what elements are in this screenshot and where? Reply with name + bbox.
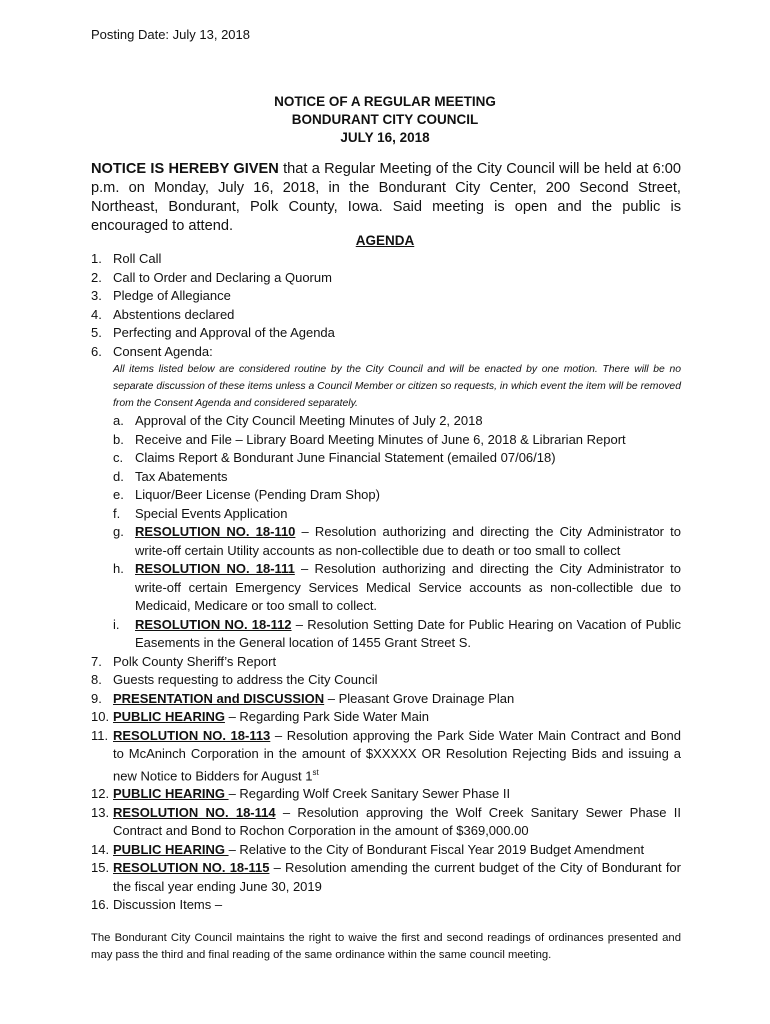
posting-date: Posting Date: July 13, 2018 <box>91 27 250 42</box>
consent-item-c <box>113 449 681 468</box>
item-text: Abstentions declared <box>113 306 235 322</box>
consent-item-h <box>113 560 681 616</box>
item-number: 16. <box>91 897 110 913</box>
item-description: – Resolution authorizing and directing the City Administrator to write-off certain Utility accounts as non-collectible due to death or too small to collect <box>135 524 682 558</box>
item-text: Approval of the City Council Meeting Minutes of July 2, 2018 <box>135 413 483 428</box>
item-text <box>113 727 681 786</box>
item-text <box>113 859 681 896</box>
item-number: 6. <box>91 343 102 359</box>
notice-title <box>0 93 770 147</box>
item-description: – Resolution amending the current budget of the City of Bondurant for the fiscal year ending June 30, 2019 <box>113 860 681 894</box>
agenda-item-11 <box>91 727 681 786</box>
agenda-item-9 <box>91 690 681 709</box>
item-text: Discussion Items – <box>113 897 223 913</box>
footer-note: The Bondurant City Council maintains the right to waive the first and second readings of ordinances presented and may pass the third and final reading of the same ordinance within the same council meeting. <box>91 932 681 961</box>
item-number: 2. <box>91 269 102 285</box>
consent-item-f <box>113 505 681 524</box>
item-description: – Resolution approving the Wolf Creek Sanitary Sewer Phase II Contract and Bond to Rochon Corporation in the amount of $369,000.00 <box>113 804 681 839</box>
item-letter: i. <box>113 616 120 632</box>
agenda-item-2 <box>91 269 681 288</box>
item-label: PRESENTATION and DISCUSSION <box>113 690 325 706</box>
consent-item-g <box>113 523 681 560</box>
consent-item-e <box>113 486 681 505</box>
item-letter: c. <box>113 450 124 465</box>
item-text: Perfecting and Approval of the Agenda <box>113 325 335 340</box>
item-number: 12. <box>91 786 110 802</box>
consent-item-b <box>113 431 681 450</box>
item-letter: b. <box>113 431 124 447</box>
resolution-label: RESOLUTION NO. 18-110 <box>135 524 296 539</box>
agenda-item-5 <box>91 324 681 343</box>
item-number: 14. <box>91 841 110 857</box>
item-letter: h. <box>113 561 124 576</box>
item-letter: d. <box>113 468 124 484</box>
agenda-item-13 <box>91 804 681 841</box>
agenda-heading: AGENDA <box>355 233 415 248</box>
resolution-label: RESOLUTION NO. 18-112 <box>135 616 292 632</box>
agenda-item-3 <box>91 287 681 306</box>
item-text: Pledge of Allegiance <box>113 288 231 303</box>
item-text: Guests requesting to address the City Council <box>113 672 378 687</box>
resolution-label: RESOLUTION NO. 18-111 <box>135 561 295 576</box>
item-text: Polk County Sheriff’s Report <box>113 653 277 669</box>
item-description: – Regarding Park Side Water Main <box>224 709 429 724</box>
item-text: Tax Abatements <box>135 468 228 484</box>
item-text: Special Events Application <box>135 505 288 521</box>
item-number: 8. <box>91 672 102 687</box>
item-number: 9. <box>91 690 102 706</box>
item-text <box>113 841 681 860</box>
agenda-item-6 <box>91 343 681 362</box>
item-description: – Pleasant Grove Drainage Plan <box>324 690 515 706</box>
consent-item-d <box>113 468 681 487</box>
item-text: Liquor/Beer License (Pending Dram Shop) <box>135 487 380 502</box>
item-description: – Resolution approving the Park Side Water Main Contract and Bond to McAninch Corporation in the amount of $XXXXX OR Resolution Rejecting Bids and issuing a new Notice to Bidders for August 1 <box>113 727 681 783</box>
item-text <box>135 523 681 560</box>
item-label: RESOLUTION NO. 18-113 <box>113 727 271 743</box>
item-label: PUBLIC HEARING <box>113 841 229 857</box>
item-number: 5. <box>91 325 102 340</box>
item-letter: e. <box>113 487 124 502</box>
item-text: Claims Report & Bondurant June Financial Statement (emailed 07/06/18) <box>135 450 556 465</box>
item-label: PUBLIC HEARING <box>113 709 225 724</box>
item-description: – Relative to the City of Bondurant Fiscal Year 2019 Budget Amendment <box>228 841 645 857</box>
item-description: – Resolution Setting Date for Public Hearing on Vacation of Public Easements in the General location of 1455 Grant Street S. <box>135 616 681 650</box>
item-text: Consent Agenda: <box>113 343 213 359</box>
item-number: 13. <box>91 804 110 820</box>
item-number: 11. <box>91 727 109 743</box>
item-text <box>113 785 681 804</box>
consent-item-a <box>113 412 681 431</box>
agenda-item-14 <box>91 841 681 860</box>
ordinal-suffix: st <box>312 767 319 777</box>
title-line-2: BONDURANT CITY COUNCIL <box>291 112 479 127</box>
agenda-item-7 <box>91 653 681 672</box>
intro-paragraph <box>91 160 681 236</box>
item-number: 7. <box>91 653 102 669</box>
consent-agenda-note: All items listed below are considered routine by the City Council and will be enacted by one motion. There will be no separate discussion of these items unless a Council Member or citizen so requests, in which event the item will be removed from the Consent Agenda and considered separately. <box>113 364 681 409</box>
item-text <box>135 560 681 616</box>
item-number: 15. <box>91 860 110 876</box>
agenda-item-16 <box>91 896 681 915</box>
agenda-list <box>91 250 681 915</box>
item-text: Receive and File – Library Board Meeting Minutes of June 6, 2018 & Librarian Report <box>135 431 626 447</box>
intro-lead: NOTICE IS HEREBY GIVEN <box>91 161 279 177</box>
item-number: 4. <box>91 306 102 322</box>
item-description: – Regarding Wolf Creek Sanitary Sewer Phase II <box>228 786 511 802</box>
agenda-item-4 <box>91 306 681 325</box>
item-text <box>135 616 681 653</box>
item-text: Roll Call <box>113 251 162 266</box>
agenda-item-1 <box>91 250 681 269</box>
item-letter: f. <box>113 505 121 521</box>
item-text: Call to Order and Declaring a Quorum <box>113 269 332 285</box>
item-number: 1. <box>91 251 102 266</box>
item-number: 10. <box>91 709 110 724</box>
agenda-item-12 <box>91 785 681 804</box>
item-label: RESOLUTION NO. 18-115 <box>113 860 270 876</box>
item-label: RESOLUTION NO. 18-114 <box>113 804 276 820</box>
agenda-item-15 <box>91 859 681 896</box>
item-letter: g. <box>113 524 124 539</box>
agenda-item-8 <box>91 671 681 690</box>
item-text <box>113 690 681 709</box>
title-line-1: NOTICE OF A REGULAR MEETING <box>274 94 496 109</box>
item-label: PUBLIC HEARING <box>113 786 229 802</box>
item-text <box>113 804 681 841</box>
item-letter: a. <box>113 413 124 428</box>
item-number: 3. <box>91 288 102 303</box>
intro-body: that a Regular Meeting of the City Council will be held at 6:00 p.m. on Monday, July 16, 2018, in the Bondurant City Center, 200 Second Street, Northeast, Bondurant, Polk County, Iowa. Said meeting is open and the public is encouraged to attend. <box>91 161 681 234</box>
consent-item-i <box>113 616 681 653</box>
agenda-item-10 <box>91 708 681 727</box>
item-description: – Resolution authorizing and directing the City Administrator to write-off certain Emergency Services Medical Service accounts as non-collectible due to Medicaid, Medicare or too small to collect. <box>135 561 681 613</box>
item-text <box>113 708 681 727</box>
title-line-3: JULY 16, 2018 <box>340 130 430 145</box>
